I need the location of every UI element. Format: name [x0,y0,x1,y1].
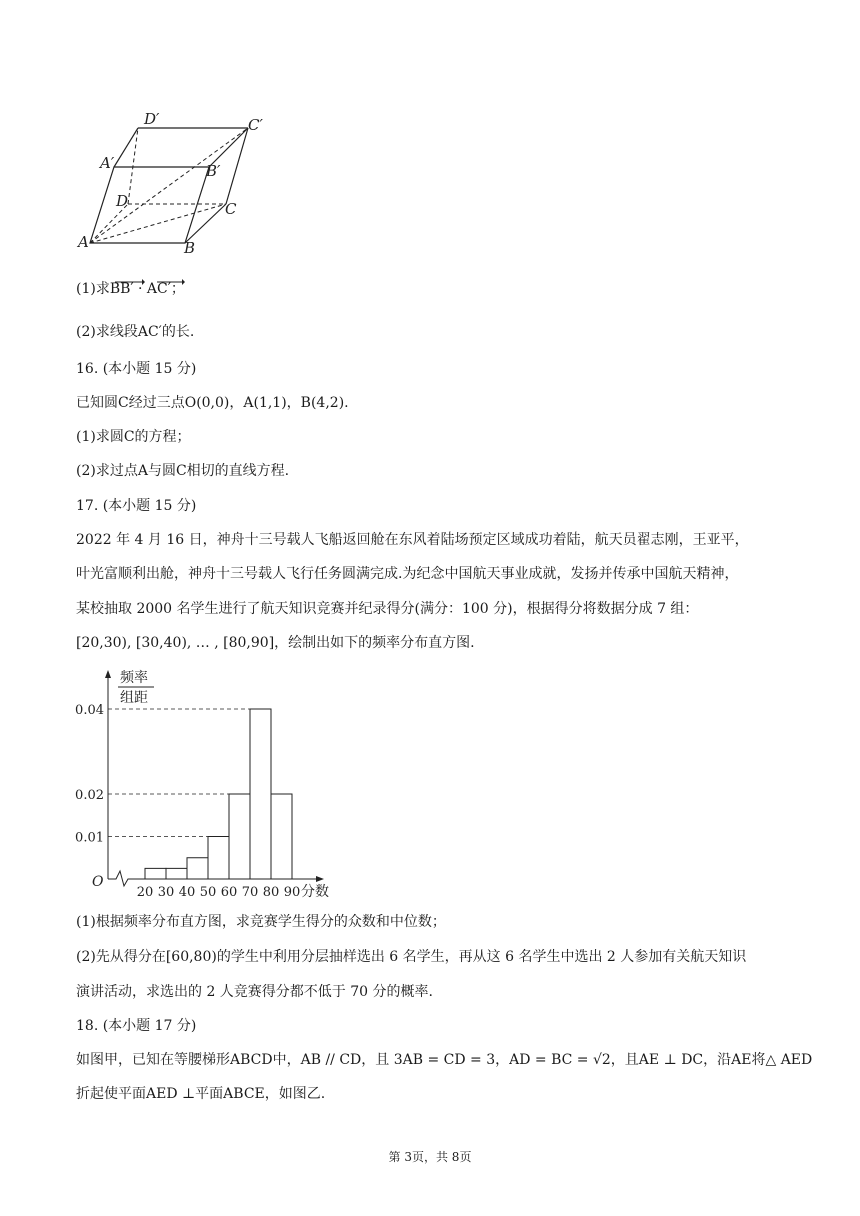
label-b: B [184,239,196,257]
x-tick-30: 30 [157,885,175,900]
q18-stem-line2: 折起使平面AED ⊥平面ABCE，如图乙. [76,1086,326,1102]
bar-20-30 [145,868,166,879]
x-tick-70: 70 [241,885,259,900]
q17-stem-line2: 叶光富顺利出舱，神舟十三号载人飞行任务圆满完成.为纪念中国航天事业成就，发扬并传承中国航天精神， [76,566,739,582]
bar-70-80 [250,709,271,879]
label-a: A [78,233,89,251]
x-tick-60: 60 [220,885,238,900]
q18-header: 18. (本小题 17 分) [76,1018,197,1034]
label-b-prime: B′ [206,162,221,180]
y-tick-0.02: 0.02 [75,788,104,803]
q15-part1: (1)求BB′ · AC′； [76,281,185,297]
bar-40-50 [187,858,208,879]
label-a-prime: A′ [100,154,115,172]
y-tick-0.01: 0.01 [75,830,104,846]
x-axis-arrow [316,876,324,882]
q16-header: 16. (本小题 15 分) [76,361,197,377]
q17-stem-line3: 某校抽取 2000 名学生进行了航天知识竞赛并纪录得分(满分：100 分)，根据得分将数据分成 7 组： [76,601,699,617]
q17-part1: (1)根据频率分布直方图，求竞赛学生得分的众数和中位数； [76,914,446,930]
x-tick-20: 20 [136,885,154,900]
q16-stem: 已知圆C经过三点O(0,0)，A(1,1)，B(4,2). [76,395,349,411]
q17-header: 17. (本小题 15 分) [76,498,197,514]
x-tick-40: 40 [178,885,196,900]
label-c: C [225,200,237,218]
origin-label: O [92,874,104,890]
q17-stem-line4: [20,30), [30,40), … , [80,90]，绘制出如下的频率分布直方图. [76,635,475,651]
x-tick-90: 90 [283,885,301,900]
q17-stem-line1: 2022 年 4 月 16 日，神舟十三号载人飞船返回舱在东风着陆场预定区域成功着陆，航天员翟志刚，王亚平， [76,532,749,548]
y-tick-0.04: 0.04 [75,703,104,718]
q17-part2-line2: 演讲活动，求选出的 2 人竞赛得分都不低于 70 分的概率. [76,984,433,1000]
vector-arrow-bb [115,270,145,276]
frequency-histogram [75,660,346,900]
bar-50-60 [208,837,229,880]
q16-part2: (2)求过点A与圆C相切的直线方程. [76,463,290,479]
label-d: D [116,192,129,210]
label-c-prime: C′ [248,116,263,134]
bar-30-40 [166,868,187,879]
xlabel: 分数 [301,884,329,900]
ylabel-top: 频率 [120,670,148,686]
vector-arrow-ac [157,270,185,276]
q17-part2-line1: (2)先从得分在[60,80)的学生中利用分层抽样选出 6 名学生，再从这 6 名学生中选出 2 人参加有关航天知识 [76,949,747,965]
ylabel-bottom: 组距 [120,690,148,706]
page-footer: 第 3页，共 8页 [388,1150,472,1164]
q18-stem-line1: 如图甲，已知在等腰梯形ABCD中，AB // CD，且 3AB = CD = 3，AD = BC = √2，且AE ⊥ DC，沿AE将△ AED [76,1052,813,1068]
q16-part1: (1)求圆C的方程； [76,429,191,445]
x-tick-50: 50 [199,885,217,900]
x-tick-80: 80 [262,885,280,900]
parallelepiped-figure [72,110,272,255]
bar-80-90 [271,794,292,879]
q15-part2: (2)求线段AC′的长. [76,324,195,340]
label-d-prime: D′ [144,110,160,128]
y-axis-arrow [105,670,111,678]
bar-60-70 [229,794,250,879]
